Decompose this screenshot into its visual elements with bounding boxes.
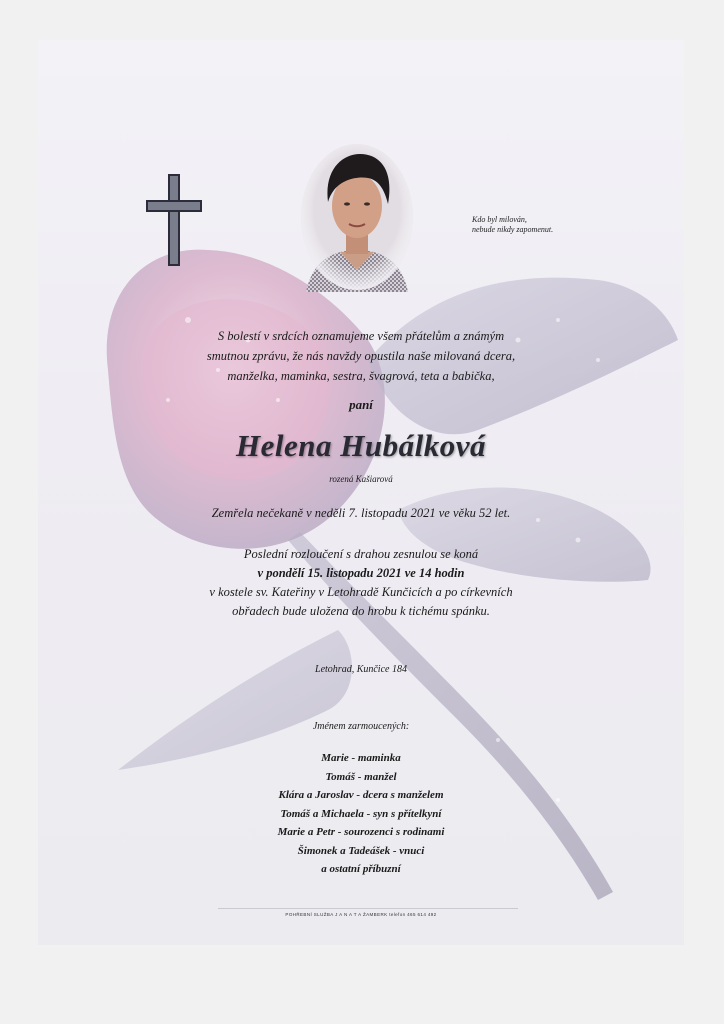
death-notice: Zemřela nečekaně v neděli 7. listopadu 2021 ve věku 52 let.: [211, 506, 511, 520]
memorial-quote: [472, 215, 612, 235]
cross-icon: [146, 174, 202, 266]
mourner-item: Klára a Jaroslav - dcera s manželem: [278, 789, 444, 801]
intro-line-2: smutnou zprávu, že nás navždy opustila naše milovaná dcera,: [206, 349, 516, 363]
mourner-item: Šimonek a Tadeášek - vnuci: [297, 844, 425, 857]
funeral-service-footer: POHŘEBNÍ SLUŽBA J A N A T A ŽAMBERK telefon 465 614 492: [285, 912, 437, 917]
mourner-item: Tomáš - manžel: [325, 770, 397, 783]
maiden-name: rozená Kašiarová: [329, 474, 393, 484]
announcement-intro: [38, 326, 684, 386]
family-address: Letohrad, Kunčice 184: [315, 664, 407, 675]
honorific-title: paní: [349, 397, 373, 412]
mourner-item: a ostatní příbuzní: [321, 863, 401, 875]
funeral-date-time: v pondělí 15. listopadu 2021 ve 14 hodin: [257, 566, 465, 580]
obituary-sheet: [38, 40, 684, 945]
footer-divider: [218, 908, 518, 909]
funeral-line-4: obřadech bude uložena do hrobu k tichému spánku.: [232, 604, 490, 618]
deceased-name: Helena Hubálková: [236, 428, 486, 463]
intro-line-3: manželka, maminka, sestra, švagrová, teta a babička,: [227, 369, 495, 383]
funeral-line-1: Poslední rozloučení s drahou zesnulou se koná: [243, 547, 479, 561]
portrait-photo: [298, 142, 416, 292]
quote-line-1: Kdo byl milován,: [472, 215, 527, 224]
mourner-item: Marie a Petr - sourozenci s rodinami: [277, 826, 445, 838]
intro-line-1: S bolestí v srdcích oznamujeme všem přátelům a známým: [217, 329, 505, 343]
funeral-line-3: v kostele sv. Kateřiny v Letohradě Kunčicích a po církevních: [209, 585, 513, 599]
quote-line-2: nebude nikdy zapomenut.: [472, 225, 554, 234]
mourners-list: [38, 749, 684, 879]
mourner-item: Marie - maminka: [321, 752, 401, 764]
mourners-heading: Jménem zarmoucených:: [312, 721, 410, 732]
mourner-item: Tomáš a Michaela - syn s přítelkyní: [280, 807, 442, 820]
funeral-details: [38, 545, 684, 621]
